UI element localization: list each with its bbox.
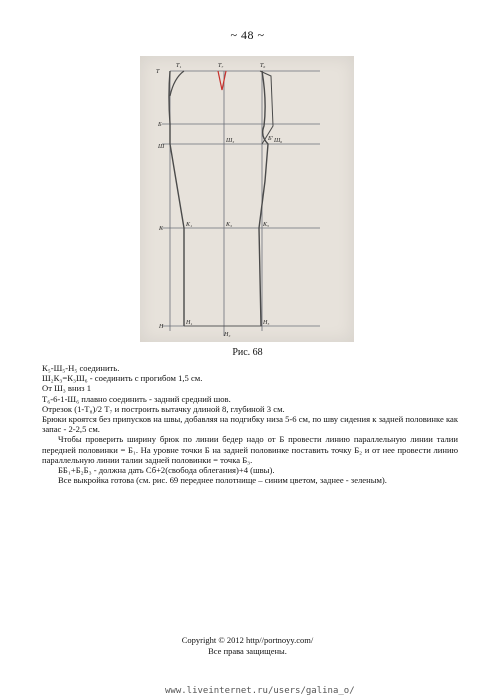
instruction-line: От Ш₃ вниз 1 — [42, 383, 92, 394]
instruction-line: Отрезок (1-Т₈)/2 Т₇ и построить вытачку длиной 8, глубиной 3 см. — [42, 403, 285, 414]
watermark-url: www.liveinternet.ru/users/galina_o/ — [165, 686, 355, 696]
paragraph-seam-allowance: Брюки кроятся без припусков на швы, добавляя на подгибку низа 5-6 см, по шву сидения к задней половинке как запас - 2-2,5 см. — [42, 414, 458, 435]
figure-caption: Рис. 68 — [232, 347, 263, 358]
page-number: ~ 48 ~ — [230, 28, 265, 42]
label-t6: Т₆ — [260, 63, 266, 69]
label-b-prime: Б' — [268, 136, 273, 142]
conclusion-line: Все выкройка готова (см. рис. 69 переднее полотнище – синим цветом, заднее - зеленым). — [58, 475, 387, 486]
front-waist-curve — [170, 71, 184, 96]
label-n3: Н₃ — [224, 332, 231, 338]
instruction-line: Ш₂К₃=К₃Ш₆ - соединить с прогибом 1,5 см. — [42, 373, 203, 384]
rights-text: Все права защищены. — [208, 646, 287, 656]
label-sh6: Ш₆ — [274, 138, 283, 144]
label-b: Б — [158, 122, 162, 128]
label-k5: К₅ — [263, 222, 270, 228]
label-n5: Н₅ — [263, 320, 270, 326]
formula-line: ББ₁+Б₂Б₃ - должна дать Сб+2(свобода облегания)+4 (швы). — [58, 465, 275, 476]
paragraph-hip-check: Чтобы проверить ширину брюк по линии бедер надо от Б провести линию параллельную линии талии передней половинки = Б₁. На уровне точки Б на задней половинке поставить точку Б₂ и от нее провести линию параллельную линии талии задней половинки = точка Б₃. — [42, 434, 458, 465]
dart — [218, 71, 226, 90]
instruction-line: Т₆-6-1-Ш₆ плавно соединить - задний средний шов. — [42, 393, 231, 404]
label-k3: К₃ — [226, 222, 233, 228]
label-k: К — [159, 226, 163, 232]
footer — [0, 635, 495, 657]
label-t7: Т₇ — [218, 63, 224, 69]
label-sh3: Ш₃ — [226, 138, 235, 144]
front-outline — [169, 71, 184, 326]
label-sh: Ш — [158, 144, 165, 150]
label-n1: Н₁ — [186, 320, 193, 326]
copyright-text: Copyright © 2012 http//portnoyy.com/ — [181, 635, 314, 645]
label-k1: К₁ — [186, 222, 193, 228]
instruction-line: К₅-Ш₅-Н₅ соединить. — [42, 363, 120, 373]
body-text — [42, 363, 458, 485]
label-t: Т — [156, 69, 160, 75]
pattern-figure — [140, 56, 354, 342]
back-outline — [259, 71, 268, 326]
pattern-drawing — [140, 56, 354, 342]
label-t1: Т₁ — [176, 63, 182, 69]
label-n: Н — [159, 324, 164, 330]
